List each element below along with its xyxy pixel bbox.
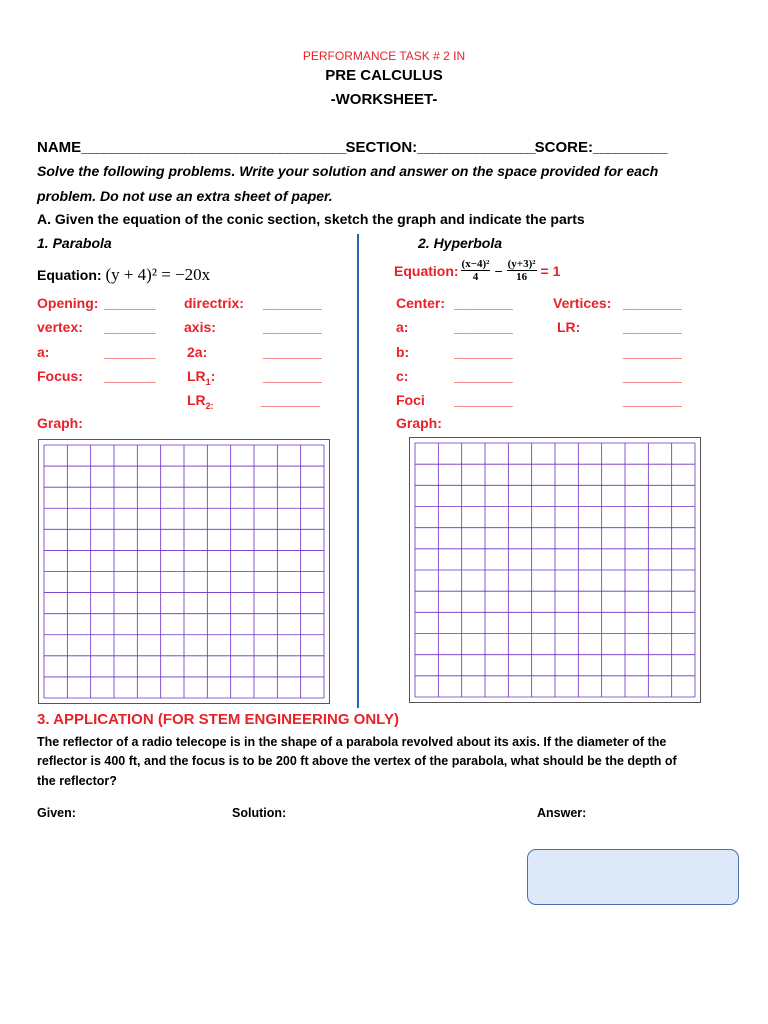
part-a-heading: A. Given the equation of the conic section, sketch the graph and indicate the parts (37, 211, 585, 227)
parabola-equation-label: Equation: (37, 267, 102, 283)
focus-blank: _______ (104, 368, 156, 384)
worksheet-title: -WORKSHEET- (330, 91, 438, 108)
hyperbola-graph-grid (410, 438, 700, 702)
hyperbola-equals: = 1 (540, 262, 561, 279)
hyperbola-lr-blank: ________ (623, 319, 682, 335)
application-heading: 3. APPLICATION (FOR STEM ENGINEERING ONLY) (37, 711, 399, 728)
parabola-heading: 1. Parabola (37, 235, 112, 251)
hyperbola-minus: − (494, 262, 503, 279)
task-title: PERFORMANCE TASK # 2 IN (302, 49, 466, 63)
hyperbola-a-blank: ________ (454, 319, 513, 335)
vertices-blank: ________ (623, 295, 682, 311)
parabola-graph-label: Graph: (37, 415, 83, 431)
hyperbola-b-blank: ________ (454, 344, 513, 360)
hyperbola-lr-label: LR: (557, 319, 581, 335)
application-line1: The reflector of a radio telecope is in the shape of a parabola revolved about its axis. If the diameter of the (37, 735, 667, 749)
answer-box[interactable] (527, 849, 739, 905)
instructions-line1: Solve the following problems. Write your solution and answer on the space provided for each (37, 163, 659, 179)
two-a-label: 2a: (187, 344, 208, 360)
hyperbola-equation-label: Equation: (394, 262, 459, 279)
center-blank: ________ (454, 295, 513, 311)
hyperbola-fraction-1: $\frac{\text{(x−4)²}}{4}$ (461, 258, 490, 283)
lr2-label: $LR_{2:}$ (187, 392, 214, 411)
name-label: NAME (37, 139, 82, 156)
section-blank: ________________ (417, 139, 535, 156)
parabola-a-blank: _______ (104, 344, 156, 360)
vertex-label: vertex: (37, 319, 83, 335)
solution-label: Solution: (232, 806, 287, 820)
two-a-blank: ________ (263, 344, 322, 360)
score-label: SCORE: (534, 139, 593, 156)
parabola-graph-area[interactable] (38, 439, 330, 704)
directrix-blank: ________ (263, 295, 322, 311)
hyperbola-b-extra-blank: ________ (623, 344, 682, 360)
subject-title: PRE CALCULUS (325, 67, 443, 84)
center-label: Center: (396, 295, 446, 311)
opening-label: Opening: (37, 295, 99, 311)
vertices-label: Vertices: (553, 295, 612, 311)
focus-label: Focus: (37, 368, 83, 384)
hyperbola-b-label: b: (396, 344, 410, 360)
lr2-blank: ________ (261, 392, 320, 408)
hyperbola-c-extra-blank: ________ (623, 368, 682, 384)
hyperbola-a-label: a: (396, 319, 409, 335)
axis-label: axis: (184, 319, 216, 335)
opening-blank: _______ (104, 295, 156, 311)
vertex-blank: _______ (104, 319, 156, 335)
given-label: Given: (37, 806, 76, 820)
foci-label: Foci (396, 392, 425, 408)
foci-extra-blank: ________ (623, 392, 682, 408)
parabola-a-label: a: (37, 344, 50, 360)
directrix-label: directrix: (184, 295, 244, 311)
section-label: SECTION: (345, 139, 418, 156)
axis-blank: ________ (263, 319, 322, 335)
instructions-line2: problem. Do not use an extra sheet of paper. (37, 188, 333, 204)
hyperbola-heading: 2. Hyperbola (418, 235, 503, 251)
name-blank: ____________________________________ (81, 139, 346, 156)
info-line (37, 139, 666, 156)
parabola-graph-grid (39, 440, 329, 703)
column-divider (357, 234, 359, 708)
lr1-blank: ________ (263, 368, 322, 384)
application-line2: reflector is 400 ft, and the focus is to be 200 ft above the vertex of the parabola, what should be the depth of (37, 754, 677, 768)
hyperbola-fraction-2: $\frac{\text{(y+3)²}}{16}$ (507, 258, 536, 283)
hyperbola-graph-area[interactable] (409, 437, 701, 703)
foci-blank: ________ (454, 392, 513, 408)
hyperbola-c-blank: ________ (454, 368, 513, 384)
parabola-equation-formula: (y + 4)² = −20x (105, 265, 211, 284)
hyperbola-graph-label: Graph: (396, 415, 442, 431)
hyperbola-equation (394, 258, 560, 283)
lr1-label: $LR_1$: (187, 368, 216, 387)
application-line3: the reflector? (37, 774, 117, 788)
parabola-equation (37, 265, 210, 285)
score-blank: __________ (593, 139, 667, 156)
answer-label: Answer: (537, 806, 587, 820)
hyperbola-c-label: c: (396, 368, 409, 384)
